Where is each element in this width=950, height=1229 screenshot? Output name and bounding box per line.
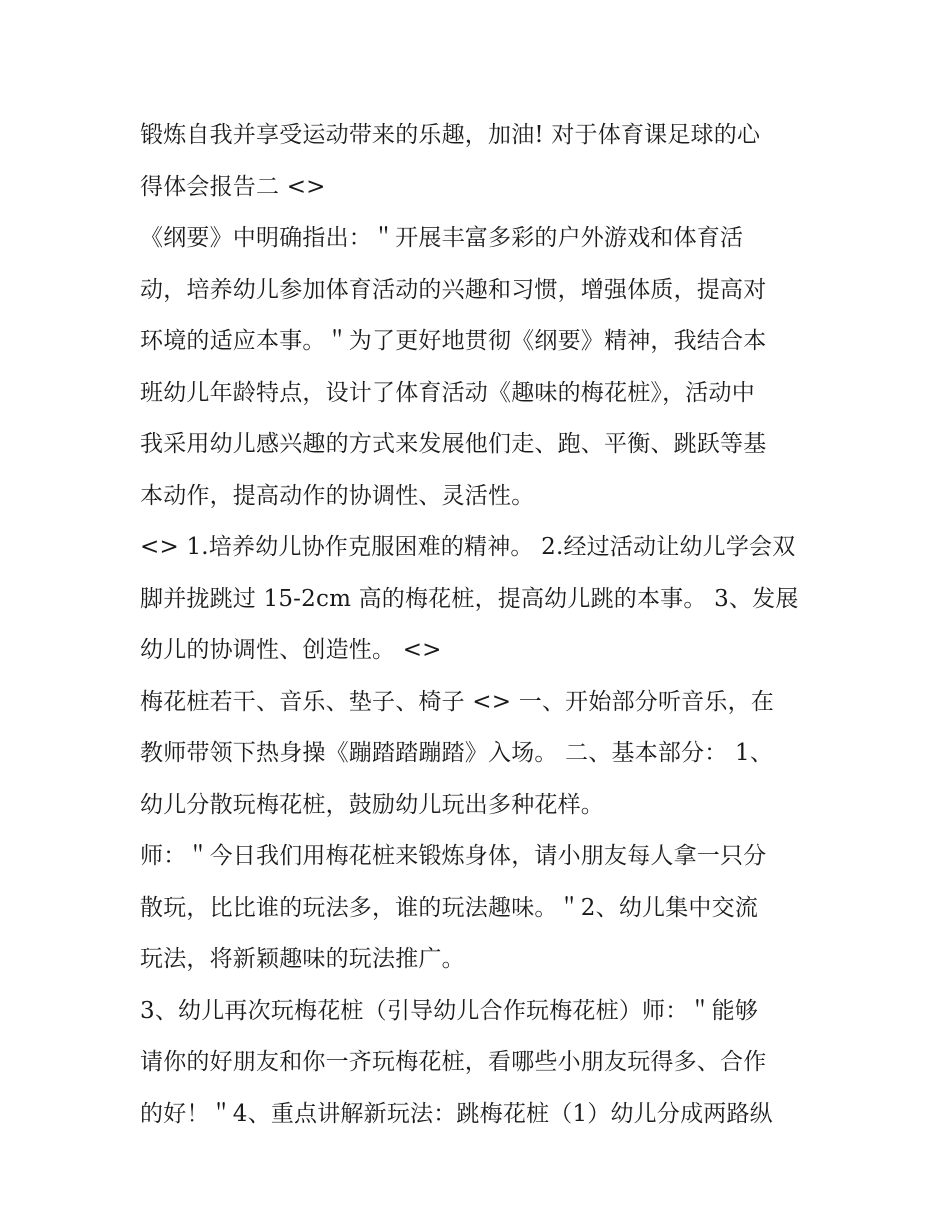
body-text <box>140 110 820 1140</box>
text-line: 玩法，将新颖趣味的玩法推广。 <box>140 946 465 972</box>
text-line: 师：＂今日我们用梅花桩来锻炼身体，请小朋友每人拿一只分 <box>140 843 767 869</box>
text-line: 锻炼自我并享受运动带来的乐趣，加油! 对于体育课足球的心 <box>140 122 761 148</box>
text-line: 动，培养幼儿参加体育活动的兴趣和习惯，增强体质，提高对 <box>140 276 767 303</box>
text-line: 脚并拢跳过 15-2cm 高的梅花桩，提高幼儿跳的本事。 3、发展 <box>140 585 799 612</box>
text-line: 环境的适应本事。＂为了更好地贯彻《纲要》精神，我结合本 <box>140 328 767 354</box>
text-line: 的好！＂4、重点讲解新玩法：跳梅花桩（1）幼儿分成两路纵 <box>140 1100 773 1127</box>
text-line: 散玩，比比谁的玩法多，谁的玩法趣味。＂2、幼儿集中交流 <box>140 894 759 921</box>
text-line: 幼儿的协调性、创造性。 <> <box>140 637 442 663</box>
text-line: 班幼儿年龄特点，设计了体育活动《趣味的梅花桩》，活动中 <box>140 379 755 406</box>
text-line: 幼儿分散玩梅花桩，鼓励幼儿玩出多种花样。 <box>140 791 604 818</box>
text-line: 梅花桩若干、音乐、垫子、椅子 <> 一、开始部分听音乐，在 <box>140 688 774 715</box>
text-line: 3、幼儿再次玩梅花桩（引导幼儿合作玩梅花桩）师：＂能够 <box>140 997 759 1024</box>
text-line: <> 1.培养幼儿协作克服困难的精神。 2.经过活动让幼儿学会双 <box>140 534 796 560</box>
text-line: 得体会报告二 <> <box>140 173 326 200</box>
text-line: 教师带领下热身操《蹦踏踏蹦踏》入场。 二、基本部分： 1、 <box>140 740 774 766</box>
text-line: 我采用幼儿感兴趣的方式来发展他们走、跑、平衡、跳跃等基 <box>140 431 767 457</box>
text-line: 请你的好朋友和你一齐玩梅花桩，看哪些小朋友玩得多、合作 <box>140 1049 767 1075</box>
text-line: 《纲要》中明确指出：＂开展丰富多彩的户外游戏和体育活 <box>140 225 744 251</box>
text-line: 本动作，提高动作的协调性、灵活性。 <box>140 482 535 509</box>
